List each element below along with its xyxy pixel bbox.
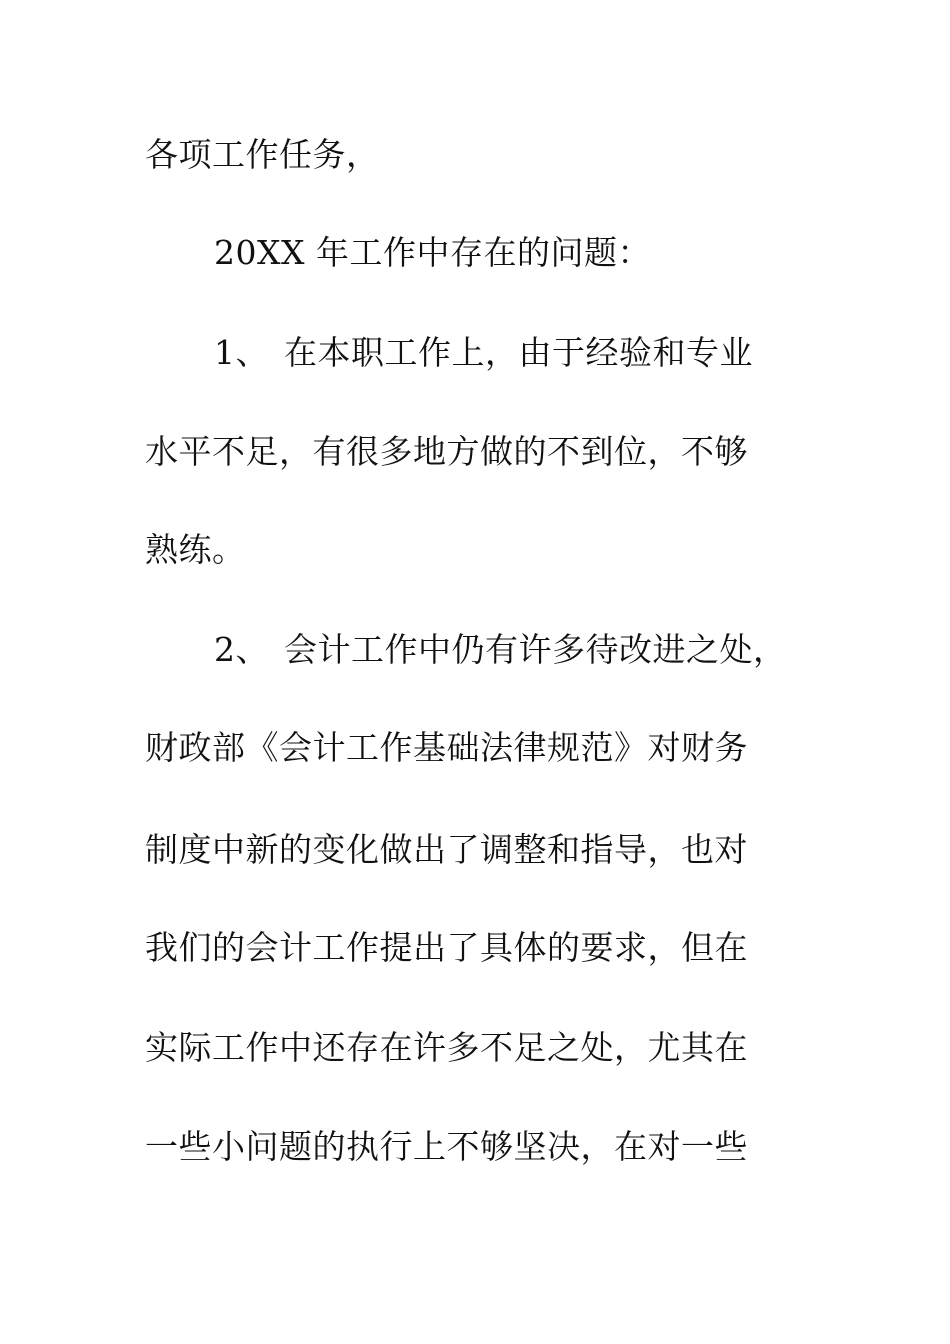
list-item-1 bbox=[214, 333, 753, 373]
paragraph-line: 水平不足，有很多地方做的不到位，不够 bbox=[145, 432, 748, 471]
paragraph-line: 实际工作中还存在许多不足之处，尤其在 bbox=[145, 1028, 748, 1067]
paragraph-line: 熟练。 bbox=[145, 530, 246, 569]
paragraph-line: 财政部《会计工作基础法律规范》对财务 bbox=[145, 728, 748, 767]
list-item-text: 会计工作中仍有许多待改进之处， bbox=[284, 630, 787, 669]
paragraph-line: 制度中新的变化做出了调整和指导，也对 bbox=[145, 830, 748, 869]
paragraph-line: 各项工作任务， bbox=[145, 135, 380, 174]
list-item-2 bbox=[214, 630, 787, 670]
list-item-text: 在本职工作上，由于经验和专业 bbox=[284, 333, 753, 372]
list-number: 2、 bbox=[214, 630, 269, 669]
list-number: 1、 bbox=[214, 333, 269, 372]
paragraph-line: 一些小问题的执行上不够坚决，在对一些 bbox=[145, 1127, 748, 1166]
paragraph-line: 我们的会计工作提出了具体的要求，但在 bbox=[145, 928, 748, 967]
section-heading: 20XX 年工作中存在的问题： bbox=[214, 233, 651, 272]
